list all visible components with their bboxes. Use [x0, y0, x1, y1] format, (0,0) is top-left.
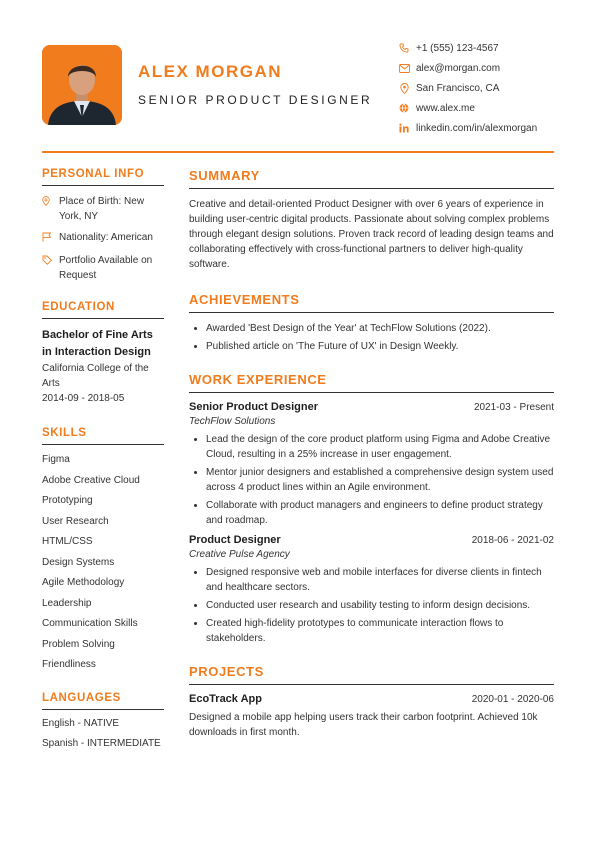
contact-website-text: www.alex.me	[416, 102, 475, 114]
job-bullet: • Mentor junior designers and established a comprehensive design system used across 4 product lines within an Agile environment.	[206, 465, 554, 495]
job-title: Product Designer	[189, 534, 281, 546]
skill-item: Communication Skills	[42, 618, 138, 629]
education-school: California College of the Arts	[42, 363, 149, 389]
info-item-text: Place of Birth: New York, NY	[59, 196, 145, 222]
project-entry	[189, 693, 554, 740]
job-bullets	[189, 565, 554, 646]
skill-item: Agile Methodology	[42, 577, 125, 588]
contact-location-text: San Francisco, CA	[416, 82, 500, 94]
location-pin-icon	[398, 82, 410, 94]
info-item-text: Nationality: American	[59, 232, 153, 243]
section-divider	[42, 444, 164, 445]
skill-item: HTML/CSS	[42, 536, 93, 547]
projects-section	[189, 664, 554, 740]
education-dates: 2014-09 - 2018-05	[42, 393, 125, 404]
contact-phone-text: +1 (555) 123-4567	[416, 42, 499, 54]
job-bullets	[189, 432, 554, 528]
work-experience-heading: WORK EXPERIENCE	[189, 372, 327, 387]
job-entry	[189, 534, 554, 646]
profile-photo	[42, 45, 122, 125]
achievement-item: • Awarded 'Best Design of the Year' at TechFlow Solutions (2022).	[206, 321, 554, 336]
contact-phone[interactable]	[398, 38, 537, 58]
location-pin-icon	[42, 194, 56, 224]
flag-icon	[42, 230, 56, 247]
candidate-title: SENIOR PRODUCT DESIGNER	[138, 93, 373, 107]
job-company: TechFlow Solutions	[189, 416, 276, 427]
work-experience-section	[189, 372, 554, 646]
info-item-portfolio	[42, 253, 164, 283]
skill-item: Design Systems	[42, 556, 115, 568]
contact-website[interactable]	[398, 98, 537, 118]
job-bullet: • Created high-fidelity prototypes to communicate interaction flows to stakeholders.	[206, 616, 554, 646]
contact-email-text: alex@morgan.com	[416, 62, 501, 74]
job-bullet: • Conducted user research and usability testing to inform design decisions.	[206, 598, 554, 613]
job-header	[189, 401, 554, 413]
contact-email[interactable]	[398, 58, 537, 78]
section-divider	[189, 188, 554, 189]
languages-heading: LANGUAGES	[42, 691, 121, 704]
education-heading: EDUCATION	[42, 301, 115, 313]
contact-list	[398, 38, 537, 138]
skill-item: Prototyping	[42, 495, 93, 506]
contact-location	[398, 78, 537, 98]
education-degree: Bachelor of Fine Arts in Interaction Design	[42, 329, 153, 358]
skills-section	[42, 427, 164, 676]
section-divider	[189, 684, 554, 685]
summary-section	[189, 168, 554, 272]
job-bullet: • Collaborate with product managers and engineers to define product strategy and roadmap.	[206, 498, 554, 528]
skill-item: Leadership	[42, 597, 92, 609]
mail-icon	[398, 62, 410, 74]
job-bullet: • Lead the design of the core product platform using Figma and Adobe Creative Cloud, resulting in a 25% increase in user engagement.	[206, 432, 554, 462]
header-divider	[42, 151, 554, 153]
personal-info-section	[42, 168, 164, 283]
achievements-heading: ACHIEVEMENTS	[189, 292, 300, 307]
project-header	[189, 693, 554, 705]
section-divider	[189, 312, 554, 313]
project-description: Designed a mobile app helping users track their carbon footprint. Achieved 10k downloads in first month.	[189, 712, 538, 738]
job-header	[189, 534, 554, 546]
job-bullet: • Designed responsive web and mobile interfaces for diverse clients in fintech and healthcare sectors.	[206, 565, 554, 595]
job-dates: 2021-03 - Present	[473, 402, 554, 413]
contact-linkedin-text: linkedin.com/in/alexmorgan	[416, 122, 538, 134]
candidate-name: ALEX MORGAN	[138, 62, 282, 81]
contact-linkedin[interactable]	[398, 118, 537, 138]
languages-section	[42, 692, 164, 754]
section-divider	[42, 318, 164, 319]
project-dates: 2020-01 - 2020-06	[471, 694, 554, 705]
left-column	[42, 168, 164, 754]
summary-heading: SUMMARY	[189, 168, 260, 183]
job-company: Creative Pulse Agency	[189, 549, 290, 560]
skill-item: Figma	[42, 454, 70, 465]
info-item-birthplace	[42, 194, 164, 224]
skill-item: User Research	[42, 515, 109, 527]
job-entry	[189, 401, 554, 528]
summary-text: Creative and detail-oriented Product Designer with over 6 years of experience in building user-centric digital products. Passionate about solving complex problems through elegant design solutions. Proven track record of leading design teams and collaborating effectively with cross-functional partners to deliver high-quality software.	[189, 199, 554, 270]
skill-item: Friendliness	[42, 659, 96, 670]
skill-item: Adobe Creative Cloud	[42, 474, 140, 486]
language-item: English - NATIVE	[42, 717, 120, 729]
achievements-section	[189, 292, 554, 354]
section-divider	[189, 392, 554, 393]
info-item-text: Portfolio Available on Request	[59, 255, 153, 281]
phone-icon	[398, 42, 410, 54]
info-item-nationality	[42, 230, 164, 247]
skill-item: Problem Solving	[42, 638, 115, 650]
projects-heading: PROJECTS	[189, 664, 264, 679]
section-divider	[42, 709, 164, 710]
education-section	[42, 301, 164, 406]
globe-icon	[398, 102, 410, 114]
right-column	[189, 168, 554, 740]
skills-heading: SKILLS	[42, 427, 87, 439]
project-title: EcoTrack App	[189, 693, 262, 705]
language-item: Spanish - INTERMEDIATE	[42, 737, 161, 749]
tag-icon	[42, 253, 56, 283]
achievements-list	[189, 321, 554, 354]
job-title: Senior Product Designer	[189, 401, 318, 413]
personal-info-heading: PERSONAL INFO	[42, 168, 145, 180]
linkedin-icon	[398, 122, 410, 134]
achievement-item: • Published article on 'The Future of UX' in Design Weekly.	[206, 339, 554, 354]
job-dates: 2018-06 - 2021-02	[471, 535, 554, 546]
section-divider	[42, 185, 164, 186]
